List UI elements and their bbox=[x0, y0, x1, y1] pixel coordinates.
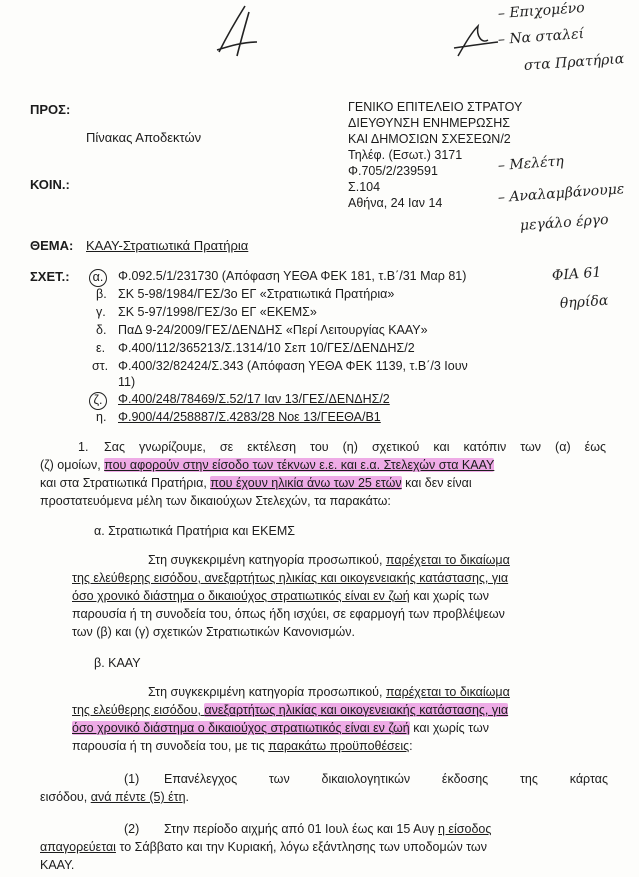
cond1-line-2: εισόδου, ανά πέντε (5) έτη. bbox=[40, 790, 190, 804]
cond2-number: (2) bbox=[124, 822, 140, 836]
sender-s-number: Σ.104 bbox=[348, 180, 381, 194]
section-b-line-2: της ελεύθερης εισόδου, ανεξαρτήτως ηλικίας και οικογενειακής κατάστασης, για bbox=[72, 703, 509, 717]
section-a-line-5: των (β) και (γ) σχετικών Στρατιωτικών Κανονισμών. bbox=[72, 625, 356, 639]
ref-item-d: ΠαΔ 9-24/2009/ΓΕΣ/ΔΕΝΔΗΣ «Περί Λειτουργίας ΚΑΑΥ» bbox=[118, 323, 428, 337]
subject-label: ΘΕΜΑ: bbox=[30, 238, 74, 253]
cond2-line-1: Στην περίοδο αιχμής από 01 Ιουλ έως και 15 Αυγ η είσοδος bbox=[164, 822, 492, 836]
cond2-line-3: ΚΑΑΥ. bbox=[40, 858, 75, 872]
section-a-title: α. Στρατιωτικά Πρατήρια και ΕΚΕΜΣ bbox=[94, 524, 295, 538]
ref-letter-d: δ. bbox=[96, 323, 107, 337]
ref-item-z: Φ.400/248/78469/Σ.52/17 Ιαν 13/ΓΕΣ/ΔΕΝΔΗΣ/2 bbox=[118, 392, 390, 406]
section-a-line-2: της ελεύθερης εισόδου, ανεξαρτήτως ηλικίας και οικογενειακής κατάστασης, για bbox=[72, 571, 509, 585]
koin-label: ΚΟΙΝ.: bbox=[30, 177, 70, 192]
para1-line-2: (ζ) ομοίων, που αφορούν στην είσοδο των τέκνων ε.ε. και ε.α. Στελεχών στα ΚΑΑΥ bbox=[40, 458, 495, 472]
para1-line-3: και στα Στρατιωτικά Πρατήρια, που έχουν ηλικία άνω των 25 ετών και δεν είναι bbox=[40, 476, 472, 490]
sender-date: Αθήνα, 24 Ιαν 14 bbox=[348, 196, 443, 210]
section-b-line-4: παρουσία ή τη συνοδεία του, με τις παρακάτω προϋποθέσεις: bbox=[72, 739, 413, 753]
ref-letter-b: β. bbox=[96, 287, 107, 301]
sender-file-number: Φ.705/2/239591 bbox=[348, 164, 438, 178]
pros-label: ΠΡΟΣ: bbox=[30, 102, 71, 117]
sender-line-3: ΚΑΙ ΔΗΜΟΣΙΩΝ ΣΧΕΣΕΩΝ/2 bbox=[348, 132, 511, 146]
cond1-number: (1) bbox=[124, 772, 140, 786]
section-b-line-1: Στη συγκεκριμένη κατηγορία προσωπικού, παρέχεται το δικαίωμα bbox=[148, 685, 510, 699]
handwritten-note-8: θηρίδα bbox=[559, 292, 609, 312]
ref-letter-e: ε. bbox=[96, 341, 106, 355]
references-label: ΣΧΕΤ.: bbox=[30, 269, 70, 284]
ref-item-b: ΣΚ 5-98/1984/ΓΕΣ/3ο ΕΓ «Στρατιωτικά Πρατήρια» bbox=[118, 287, 395, 301]
signature-mark bbox=[452, 22, 500, 62]
section-b-highlight-1: ανεξαρτήτως ηλικίας και οικογενειακής κατάστασης, για bbox=[204, 703, 509, 717]
ref-letter-st: στ. bbox=[92, 359, 109, 373]
ref-item-a: Φ.092.5/1/231730 (Απόφαση ΥΕΘΑ ΦΕΚ 181, τ.Β΄/31 Μαρ 81) bbox=[118, 269, 467, 283]
para1-number: 1. bbox=[78, 440, 89, 454]
ref-item-st: Φ.400/32/82424/Σ.343 (Απόφαση ΥΕΘΑ ΦΕΚ 1139, τ.Β΄/3 Ιουν bbox=[118, 359, 468, 373]
handwritten-note-5: – Αναλαμβάνουμε bbox=[497, 181, 625, 206]
ref-item-st-cont: 11) bbox=[118, 375, 136, 389]
section-b-title: β. ΚΑΑΥ bbox=[94, 656, 141, 670]
ref-letter-c: γ. bbox=[96, 305, 106, 319]
handwritten-note-3: στα Πρατήρια bbox=[523, 51, 625, 74]
handwritten-note-1: – Επιχομένο bbox=[497, 0, 586, 22]
section-a-line-4: παρουσία ή τη συνοδεία του, όπως ήδη ισχύει, σε εφαρμογή των προβλέψεων bbox=[72, 607, 505, 621]
pros-value: Πίνακας Αποδεκτών bbox=[86, 130, 202, 145]
para1-line-4: προστατευόμενα μέλη των δικαιούχων Στελεχών, τα παρακάτω: bbox=[40, 494, 391, 508]
sender-line-2: ΔΙΕΥΘΥΝΣΗ ΕΝΗΜΕΡΩΣΗΣ bbox=[348, 116, 511, 130]
para1-line-1: Σας γνωρίζουμε, σε εκτέλεση του (η) σχετικού και κατόπιν των (α) έως bbox=[104, 440, 606, 454]
ref-letter-z: ζ. bbox=[92, 392, 107, 410]
cond1-line-1: Επανέλεγχος των δικαιολογητικών έκδοσης της κάρτας bbox=[164, 772, 608, 786]
section-b-highlight-2: όσο χρονικό διάστημα ο δικαιούχος στρατιωτικός είναι εν ζωή bbox=[72, 721, 410, 735]
para1-highlight-1: που αφορούν στην είσοδο των τέκνων ε.ε. και ε.α. Στελεχών στα ΚΑΑΥ bbox=[104, 458, 495, 472]
subject-value: ΚΑΑΥ-Στρατιωτικά Πρατήρια bbox=[86, 238, 249, 253]
ref-item-e: Φ.400/112/365213/Σ.1314/10 Σεπ 10/ΓΕΣ/ΔΕΝΔΗΣ/2 bbox=[118, 341, 415, 355]
section-a-line-1: Στη συγκεκριμένη κατηγορία προσωπικού, παρέχεται το δικαίωμα bbox=[148, 553, 510, 567]
handwritten-note-4: – Μελέτη bbox=[497, 153, 565, 174]
handwritten-note-7: ΦΙΑ 61 bbox=[551, 264, 602, 284]
handwritten-note-2: – Να σταλεί bbox=[497, 26, 585, 48]
signature-scribble bbox=[205, 2, 265, 60]
sender-phone: Τηλέφ. (Εσωτ.) 3171 bbox=[348, 148, 463, 162]
section-a-line-3: όσο χρονικό διάστημα ο δικαιούχος στρατιωτικός είναι εν ζωή και χωρίς των bbox=[72, 589, 489, 603]
sender-line-1: ΓΕΝΙΚΟ ΕΠΙΤΕΛΕΙΟ ΣΤΡΑΤΟΥ bbox=[348, 100, 523, 114]
para1-highlight-2: που έχουν ηλικία άνω των 25 ετών bbox=[210, 476, 402, 490]
ref-item-h: Φ.900/44/258887/Σ.4283/28 Νοε 13/ΓΕΕΘΑ/Β1 bbox=[118, 410, 381, 424]
ref-item-c: ΣΚ 5-97/1998/ΓΕΣ/3ο ΕΓ «ΕΚΕΜΣ» bbox=[118, 305, 317, 319]
ref-letter-a: α. bbox=[92, 269, 107, 287]
ref-letter-h: η. bbox=[96, 410, 107, 424]
cond2-line-2: απαγορεύεται το Σάββατο και την Κυριακή, λόγω εξάντλησης των υποδομών των bbox=[40, 840, 487, 854]
handwritten-note-6: μεγάλο έργο bbox=[519, 211, 610, 234]
section-b-line-3: όσο χρονικό διάστημα ο δικαιούχος στρατιωτικός είναι εν ζωή και χωρίς των bbox=[72, 721, 489, 735]
